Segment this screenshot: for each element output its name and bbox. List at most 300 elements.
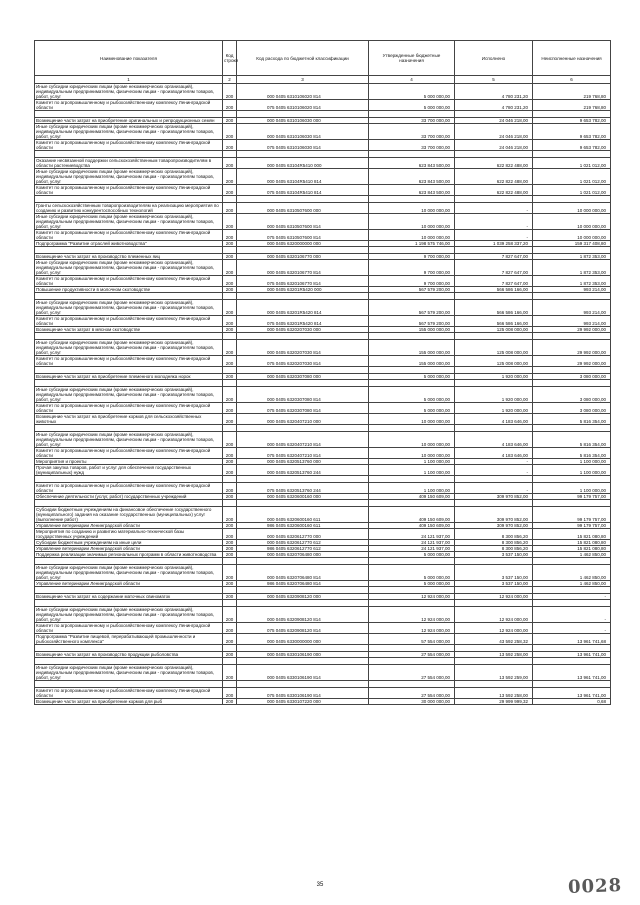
- table-row: [35, 300, 611, 316]
- row-name: Комитет по агропромышленному и рыбохозяйственному комплексу Ленинградской области: [35, 100, 223, 111]
- spacer-cell: [533, 380, 611, 387]
- table-body: [35, 84, 611, 705]
- row-spacer: [35, 196, 611, 203]
- row-line-code: 200: [223, 287, 237, 293]
- header-indicator-name: Наименование показателя: [35, 41, 223, 76]
- row-budget-code: 000 0405 6320407210 000: [237, 414, 369, 425]
- row-budget-code: 000 0405 6320106770 000: [237, 254, 369, 260]
- table-row: [35, 140, 611, 151]
- row-line-code: 200: [223, 387, 237, 403]
- row-budget-code: 075 0405 6320513760 244: [237, 483, 369, 494]
- row-approved: 5 000 000,00: [369, 100, 455, 111]
- row-approved: 409 150 609,00: [369, 523, 455, 529]
- row-executed: 309 970 852,00: [455, 507, 533, 523]
- row-remaining: 15 821 080,80: [533, 529, 611, 540]
- spacer-cell: [35, 367, 223, 374]
- table-row: [35, 387, 611, 403]
- header-executed: Исполнено: [455, 41, 533, 76]
- row-remaining: 99 179 757,00: [533, 494, 611, 500]
- row-executed: 4 183 646,00: [455, 432, 533, 448]
- table-row: [35, 665, 611, 681]
- row-line-code: 200: [223, 316, 237, 327]
- row-name: Комитет по агропромышленному и рыбохозяйственному комплексу Ленинградской области: [35, 688, 223, 699]
- row-executed: 8 300 856,20: [455, 540, 533, 546]
- spacer-cell: [455, 658, 533, 665]
- row-name: Иные субсидии юридическим лицам (кроме некоммерческих организаций), индивидуальным предпринимателям, физическим лицам - производителям товаров, работ, услуг: [35, 432, 223, 448]
- table-row: [35, 403, 611, 414]
- row-line-code: 200: [223, 214, 237, 230]
- row-approved: 12 924 000,00: [369, 623, 455, 634]
- row-approved: 155 000 000,00: [369, 340, 455, 356]
- spacer-cell: [369, 367, 455, 374]
- row-approved: 5 000 000,00: [369, 403, 455, 414]
- row-approved: 155 000 000,00: [369, 356, 455, 367]
- table-row: [35, 203, 611, 214]
- spacer-cell: [35, 558, 223, 565]
- row-line-code: 200: [223, 565, 237, 581]
- row-executed: 622 822 488,00: [455, 185, 533, 196]
- row-approved: 33 700 000,00: [369, 118, 455, 124]
- spacer-cell: [455, 476, 533, 483]
- row-approved: 10 000 000,00: [369, 414, 455, 425]
- row-budget-code: 000 0405 6310106030 814: [237, 124, 369, 140]
- spacer-cell: [455, 587, 533, 594]
- row-spacer: [35, 600, 611, 607]
- row-executed: 13 592 258,00: [455, 688, 533, 699]
- spacer-cell: [35, 645, 223, 652]
- table-row: [35, 185, 611, 196]
- row-line-code: 200: [223, 494, 237, 500]
- spacer-cell: [533, 333, 611, 340]
- spacer-cell: [237, 587, 369, 594]
- row-executed: 125 008 000,00: [455, 356, 533, 367]
- spacer-cell: [533, 476, 611, 483]
- table-row: [35, 565, 611, 581]
- spacer-cell: [455, 367, 533, 374]
- row-budget-code: 000 0405 6320612770 612: [237, 540, 369, 546]
- row-name: Обеспечение деятельности (услуг, работ) государственных учреждений: [35, 494, 223, 500]
- row-executed: 1 039 258 337,20: [455, 241, 533, 247]
- row-budget-code: 000 0405 6310106030 000: [237, 118, 369, 124]
- table-row: [35, 316, 611, 327]
- row-name: Возмещение части затрат в мясном скотоводстве: [35, 327, 223, 333]
- row-remaining: -: [533, 607, 611, 623]
- row-line-code: 200: [223, 448, 237, 459]
- row-remaining: 1 100 000,00: [533, 483, 611, 494]
- spacer-cell: [533, 196, 611, 203]
- table-row: [35, 448, 611, 459]
- row-remaining: 13 961 741,00: [533, 652, 611, 658]
- spacer-cell: [533, 111, 611, 118]
- row-approved: 5 000 000,00: [369, 565, 455, 581]
- row-name: Комитет по агропромышленному и рыбохозяйственному комплексу Ленинградской области: [35, 623, 223, 634]
- row-line-code: 200: [223, 623, 237, 634]
- row-executed: 7 827 647,00: [455, 260, 533, 276]
- row-executed: 24 046 218,00: [455, 140, 533, 151]
- spacer-cell: [455, 681, 533, 688]
- spacer-cell: [455, 293, 533, 300]
- row-budget-code: 000 0405 6320706480 000: [237, 552, 369, 558]
- row-budget-code: 000 0405 6320207030 000: [237, 327, 369, 333]
- table-row: [35, 529, 611, 540]
- spacer-cell: [455, 380, 533, 387]
- spacer-cell: [455, 111, 533, 118]
- row-remaining: 29 992 000,00: [533, 340, 611, 356]
- row-budget-code: 000 0405 6320513760 244: [237, 465, 369, 476]
- row-name: Управление ветеринарии Ленинградской области: [35, 546, 223, 552]
- row-spacer: [35, 367, 611, 374]
- row-line-code: 200: [223, 523, 237, 529]
- spacer-cell: [223, 380, 237, 387]
- row-remaining: 993 214,00: [533, 287, 611, 293]
- spacer-cell: [35, 587, 223, 594]
- row-executed: 12 924 000,00: [455, 594, 533, 600]
- row-budget-code: 075 0405 63104R5410 814: [237, 185, 369, 196]
- row-remaining: -: [533, 594, 611, 600]
- row-line-code: 200: [223, 581, 237, 587]
- row-line-code: 200: [223, 140, 237, 151]
- row-line-code: 200: [223, 483, 237, 494]
- spacer-cell: [35, 151, 223, 158]
- row-budget-code: 000 0405 63104R5410 814: [237, 169, 369, 185]
- spacer-cell: [237, 111, 369, 118]
- row-budget-code: 075 0405 6320106770 814: [237, 276, 369, 287]
- table-row: [35, 507, 611, 523]
- row-remaining: 219 768,80: [533, 100, 611, 111]
- row-executed: 3 537 150,00: [455, 552, 533, 558]
- row-line-code: 200: [223, 340, 237, 356]
- row-name: Комитет по агропромышленному и рыбохозяйственному комплексу Ленинградской области: [35, 448, 223, 459]
- row-remaining: 9 653 782,00: [533, 124, 611, 140]
- spacer-cell: [533, 658, 611, 665]
- row-name: Субсидии бюджетным учреждениям на финансовое обеспечение государственного (муниципального) задания на оказание государственных (муниципальных) услуг (выполнение работ): [35, 507, 223, 523]
- spacer-cell: [369, 681, 455, 688]
- row-name: Возмещение части затрат на приобретение кормов для рыб: [35, 699, 223, 705]
- row-executed: 1 920 000,00: [455, 387, 533, 403]
- spacer-cell: [35, 500, 223, 507]
- spacer-cell: [35, 196, 223, 203]
- row-approved: 9 700 000,00: [369, 254, 455, 260]
- spacer-cell: [223, 333, 237, 340]
- row-executed: 13 592 259,00: [455, 665, 533, 681]
- spacer-cell: [223, 247, 237, 254]
- row-executed: 1 920 000,00: [455, 374, 533, 380]
- row-spacer: [35, 425, 611, 432]
- row-name: Иные субсидии юридическим лицам (кроме некоммерческих организаций), индивидуальным предпринимателям, физическим лицам - производителям товаров, работ, услуг: [35, 607, 223, 623]
- row-line-code: 200: [223, 414, 237, 425]
- row-remaining: 99 179 757,00: [533, 523, 611, 529]
- spacer-cell: [237, 333, 369, 340]
- row-executed: -: [455, 459, 533, 465]
- spacer-cell: [533, 681, 611, 688]
- column-number: 4: [369, 76, 455, 84]
- row-line-code: 200: [223, 84, 237, 100]
- row-executed: -: [455, 214, 533, 230]
- row-approved: 567 579 200,00: [369, 300, 455, 316]
- row-approved: 623 843 500,00: [369, 169, 455, 185]
- table-row: [35, 84, 611, 100]
- spacer-cell: [455, 425, 533, 432]
- row-line-code: 200: [223, 300, 237, 316]
- spacer-cell: [455, 151, 533, 158]
- row-approved: 155 000 000,00: [369, 327, 455, 333]
- row-name: Возмещение части затрат на производство племенных яиц: [35, 254, 223, 260]
- row-approved: 1 100 000,00: [369, 459, 455, 465]
- table-row: [35, 432, 611, 448]
- header-approved: Утвержденные бюджетные назначения: [369, 41, 455, 76]
- row-name: Иные субсидии юридическим лицам (кроме некоммерческих организаций), индивидуальным предпринимателям, физическим лицам - производителям товаров, работ, услуг: [35, 169, 223, 185]
- row-name: Гранты сельскохозяйственным товаропроизводителям на реализацию мероприятия по созданию и развитию конкурентоспособных технологий: [35, 203, 223, 214]
- row-spacer: [35, 645, 611, 652]
- row-approved: 5 000 000,00: [369, 387, 455, 403]
- header-budget-code: Код расхода по бюджетной классификации: [237, 41, 369, 76]
- row-name: Иные субсидии юридическим лицам (кроме некоммерческих организаций), индивидуальным предпринимателям, физическим лицам - производителям товаров, работ, услуг: [35, 340, 223, 356]
- row-budget-code: 000 0405 6320908120 000: [237, 594, 369, 600]
- row-name: Комитет по агропромышленному и рыбохозяйственному комплексу Ленинградской области: [35, 403, 223, 414]
- spacer-cell: [35, 658, 223, 665]
- row-name: Иные субсидии юридическим лицам (кроме некоммерческих организаций), индивидуальным предпринимателям, физическим лицам - производителям товаров, работ, услуг: [35, 565, 223, 581]
- spacer-cell: [223, 476, 237, 483]
- row-name: Возмещение части затрат на приобретение кормов для сельскохозяйственных животных: [35, 414, 223, 425]
- row-budget-code: 000 0405 6320908120 814: [237, 607, 369, 623]
- row-approved: 567 579 200,00: [369, 287, 455, 293]
- row-budget-code: 000 0405 6330000000 000: [237, 634, 369, 645]
- spacer-cell: [369, 111, 455, 118]
- row-executed: 4 780 231,20: [455, 84, 533, 100]
- spacer-cell: [35, 681, 223, 688]
- row-approved: 5 000 000,00: [369, 374, 455, 380]
- spacer-cell: [237, 293, 369, 300]
- spacer-cell: [223, 500, 237, 507]
- spacer-cell: [223, 600, 237, 607]
- row-line-code: 200: [223, 327, 237, 333]
- row-line-code: 200: [223, 124, 237, 140]
- row-approved: 12 924 000,00: [369, 607, 455, 623]
- row-line-code: 200: [223, 652, 237, 658]
- spacer-cell: [369, 293, 455, 300]
- row-remaining: 13 961 741,68: [533, 634, 611, 645]
- row-remaining: 29 992 000,00: [533, 327, 611, 333]
- row-remaining: 1 462 850,00: [533, 581, 611, 587]
- spacer-cell: [223, 367, 237, 374]
- spacer-cell: [237, 658, 369, 665]
- row-name: Иные субсидии юридическим лицам (кроме некоммерческих организаций), индивидуальным предпринимателям, физическим лицам - производителям товаров, работ, услуг: [35, 300, 223, 316]
- row-remaining: 10 000 000,00: [533, 230, 611, 241]
- spacer-cell: [533, 600, 611, 607]
- row-name: Повышение продуктивности в молочном скотоводстве: [35, 287, 223, 293]
- table-row: [35, 158, 611, 169]
- row-budget-code: 000 0405 63104R5410 000: [237, 158, 369, 169]
- row-budget-code: 000 0405 6330106190 814: [237, 665, 369, 681]
- row-budget-code: 000 0405 6330107220 000: [237, 699, 369, 705]
- row-name: Субсидии бюджетным учреждениям на иные цели: [35, 540, 223, 546]
- spacer-cell: [223, 151, 237, 158]
- row-executed: 8 300 856,20: [455, 529, 533, 540]
- row-name: Иные субсидии юридическим лицам (кроме некоммерческих организаций), индивидуальным предпринимателям, физическим лицам - производителям товаров, работ, услуг: [35, 124, 223, 140]
- row-line-code: 200: [223, 540, 237, 546]
- row-approved: 30 000 000,00: [369, 699, 455, 705]
- row-spacer: [35, 111, 611, 118]
- row-spacer: [35, 293, 611, 300]
- row-name: Комитет по агропромышленному и рыбохозяйственному комплексу Ленинградской области: [35, 140, 223, 151]
- spacer-cell: [455, 333, 533, 340]
- spacer-cell: [455, 196, 533, 203]
- row-remaining: 29 992 000,00: [533, 356, 611, 367]
- spacer-cell: [455, 600, 533, 607]
- table-row: [35, 124, 611, 140]
- row-name: Подпрограмма "Развитие пищевой, перерабатывающей промышленности и рыбохозяйственного комплекса": [35, 634, 223, 645]
- row-approved: 567 579 200,00: [369, 316, 455, 327]
- row-executed: 24 046 218,00: [455, 118, 533, 124]
- archive-stamp: 0028: [567, 875, 623, 898]
- spacer-cell: [533, 587, 611, 594]
- row-line-code: 200: [223, 158, 237, 169]
- table-row: [35, 214, 611, 230]
- row-executed: 12 924 000,00: [455, 623, 533, 634]
- row-line-code: 200: [223, 203, 237, 214]
- row-spacer: [35, 247, 611, 254]
- row-executed: 622 822 488,00: [455, 158, 533, 169]
- budget-execution-table: [34, 40, 611, 705]
- table-row: [35, 607, 611, 623]
- row-line-code: 200: [223, 459, 237, 465]
- table-row: [35, 169, 611, 185]
- spacer-cell: [223, 293, 237, 300]
- row-executed: 309 970 852,00: [455, 494, 533, 500]
- row-budget-code: 000 0405 6320307080 814: [237, 387, 369, 403]
- spacer-cell: [369, 645, 455, 652]
- row-approved: 623 843 500,00: [369, 185, 455, 196]
- row-remaining: 1 462 850,00: [533, 552, 611, 558]
- row-executed: 1 920 000,00: [455, 403, 533, 414]
- row-remaining: 3 080 000,00: [533, 374, 611, 380]
- column-number: 6: [533, 76, 611, 84]
- row-executed: 4 780 231,20: [455, 100, 533, 111]
- spacer-cell: [237, 425, 369, 432]
- row-executed: 12 924 000,00: [455, 607, 533, 623]
- row-budget-code: 075 0405 63201R5420 814: [237, 316, 369, 327]
- row-name: Иные субсидии юридическим лицам (кроме некоммерческих организаций), индивидуальным предпринимателям, физическим лицам - производителям товаров, работ, услуг: [35, 260, 223, 276]
- row-executed: -: [455, 483, 533, 494]
- row-approved: 27 554 000,00: [369, 665, 455, 681]
- spacer-cell: [237, 500, 369, 507]
- row-name: Иные субсидии юридическим лицам (кроме некоммерческих организаций), индивидуальным предпринимателям, физическим лицам - производителям товаров, работ, услуг: [35, 84, 223, 100]
- row-remaining: 1 872 353,00: [533, 254, 611, 260]
- table-row: [35, 465, 611, 476]
- row-remaining: 9 653 782,00: [533, 140, 611, 151]
- row-remaining: 99 179 757,00: [533, 507, 611, 523]
- row-remaining: 1 462 850,00: [533, 565, 611, 581]
- row-remaining: 15 821 080,80: [533, 546, 611, 552]
- row-remaining: 9 653 782,00: [533, 118, 611, 124]
- row-line-code: 200: [223, 356, 237, 367]
- row-remaining: 219 768,80: [533, 84, 611, 100]
- spacer-cell: [35, 380, 223, 387]
- spacer-cell: [223, 645, 237, 652]
- row-executed: 4 183 646,00: [455, 448, 533, 459]
- spacer-cell: [35, 333, 223, 340]
- table-row: [35, 699, 611, 705]
- spacer-cell: [369, 476, 455, 483]
- row-line-code: 200: [223, 374, 237, 380]
- row-name: Комитет по агропромышленному и рыбохозяйственному комплексу Ленинградской области: [35, 483, 223, 494]
- row-remaining: 5 816 354,00: [533, 432, 611, 448]
- row-approved: 9 700 000,00: [369, 276, 455, 287]
- row-remaining: 1 021 012,00: [533, 169, 611, 185]
- row-budget-code: 000 0405 6320706480 814: [237, 565, 369, 581]
- row-executed: -: [455, 230, 533, 241]
- spacer-cell: [35, 476, 223, 483]
- row-spacer: [35, 681, 611, 688]
- row-budget-code: 000 0405 63201R5420 000: [237, 287, 369, 293]
- column-number: 2: [223, 76, 237, 84]
- header-remaining: Неисполненные назначения: [533, 41, 611, 76]
- table-row: [35, 340, 611, 356]
- spacer-cell: [223, 681, 237, 688]
- spacer-cell: [533, 293, 611, 300]
- page-number: 35: [316, 882, 324, 888]
- row-budget-code: 986 0405 6320612770 612: [237, 546, 369, 552]
- column-number: 5: [455, 76, 533, 84]
- row-budget-code: 000 0405 6320000000 000: [237, 241, 369, 247]
- row-budget-code: 000 0405 6330106190 000: [237, 652, 369, 658]
- row-executed: 125 008 000,00: [455, 327, 533, 333]
- row-line-code: 200: [223, 607, 237, 623]
- table-header-row: [35, 41, 611, 76]
- spacer-cell: [533, 367, 611, 374]
- row-approved: 10 000 000,00: [369, 448, 455, 459]
- row-remaining: 10 000 000,00: [533, 214, 611, 230]
- row-name: Комитет по агропромышленному и рыбохозяйственному комплексу Ленинградской области: [35, 185, 223, 196]
- spacer-cell: [369, 333, 455, 340]
- row-spacer: [35, 380, 611, 387]
- spacer-cell: [533, 247, 611, 254]
- row-name: Возмещение части затрат на содержание маточных свиноматок: [35, 594, 223, 600]
- spacer-cell: [223, 425, 237, 432]
- row-executed: 29 999 999,32: [455, 699, 533, 705]
- row-approved: 10 000 000,00: [369, 432, 455, 448]
- row-budget-code: 000 0405 6320307080 000: [237, 374, 369, 380]
- table-row: [35, 260, 611, 276]
- spacer-cell: [237, 196, 369, 203]
- spacer-cell: [237, 558, 369, 565]
- row-budget-code: 075 0405 6320407210 814: [237, 448, 369, 459]
- row-approved: 24 121 937,00: [369, 546, 455, 552]
- row-approved: 27 554 000,00: [369, 688, 455, 699]
- spacer-cell: [237, 600, 369, 607]
- row-remaining: 1 872 353,00: [533, 276, 611, 287]
- row-budget-code: 000 0405 6310106020 814: [237, 84, 369, 100]
- row-executed: 43 592 258,32: [455, 634, 533, 645]
- row-budget-code: 986 0405 6320600160 611: [237, 523, 369, 529]
- row-remaining: 993 214,00: [533, 300, 611, 316]
- row-remaining: 3 080 000,00: [533, 403, 611, 414]
- row-budget-code: 075 0405 6330106190 814: [237, 688, 369, 699]
- spacer-cell: [35, 111, 223, 118]
- header-line-code: Код строки: [223, 41, 237, 76]
- row-budget-code: 000 0405 6320600160 000: [237, 494, 369, 500]
- table-row: [35, 688, 611, 699]
- row-remaining: 1 100 000,00: [533, 459, 611, 465]
- row-executed: 24 046 218,00: [455, 124, 533, 140]
- row-approved: 409 150 609,00: [369, 494, 455, 500]
- spacer-cell: [35, 293, 223, 300]
- row-budget-code: 000 0405 6310507600 000: [237, 203, 369, 214]
- spacer-cell: [369, 196, 455, 203]
- row-budget-code: 000 0405 6320600160 611: [237, 507, 369, 523]
- spacer-cell: [237, 151, 369, 158]
- row-executed: -: [455, 465, 533, 476]
